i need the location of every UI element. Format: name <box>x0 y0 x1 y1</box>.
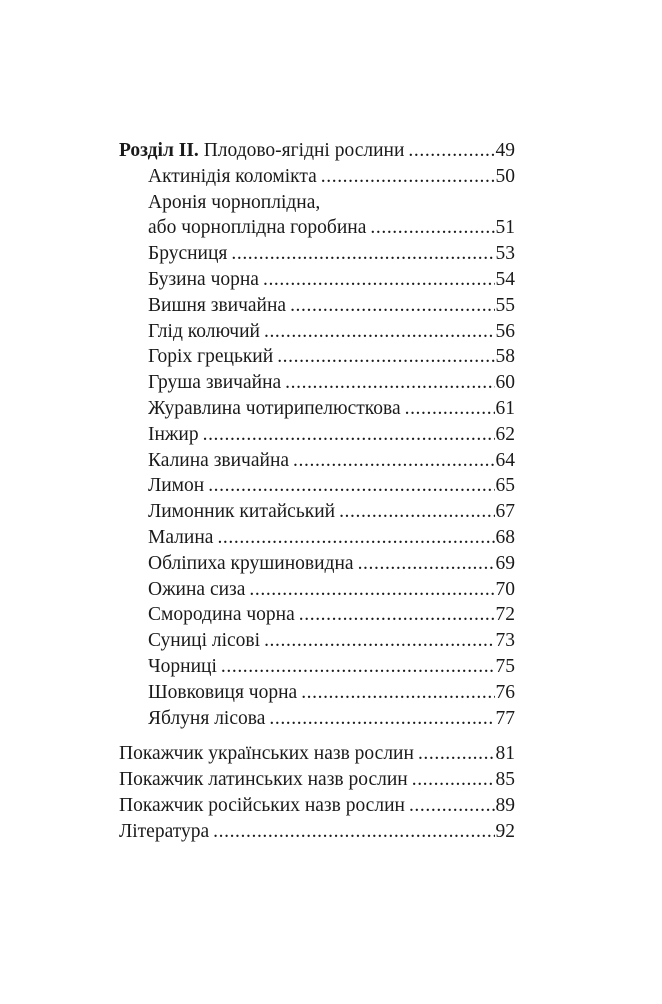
entry-page-number: 58 <box>495 346 515 368</box>
toc-entry <box>119 241 515 267</box>
dot-leader <box>249 577 494 603</box>
entry-title: Брусниця <box>148 243 228 265</box>
section-page-number: 49 <box>495 140 515 161</box>
toc-entry <box>119 190 515 216</box>
dot-leader <box>301 680 494 706</box>
toc-entry <box>119 602 515 628</box>
toc-appendix-row <box>119 819 515 845</box>
appendix-title: Література <box>119 820 210 842</box>
entry-page-number: 60 <box>495 372 515 394</box>
entry-title: Калина звичайна <box>148 449 290 471</box>
dot-leader <box>277 344 494 370</box>
toc-entry <box>119 628 515 654</box>
entry-page-number: 54 <box>495 268 515 290</box>
entry-page-number: 56 <box>495 320 515 342</box>
toc-entry <box>119 396 515 422</box>
toc-entry <box>119 293 515 319</box>
entry-page-number: 75 <box>495 655 515 677</box>
toc-appendix-row <box>119 741 515 767</box>
dot-leader <box>408 138 494 164</box>
toc-appendix-row <box>119 793 515 819</box>
entry-title: Актинідія коломікта <box>148 165 317 187</box>
entry-title: Лимон <box>148 475 205 497</box>
dot-leader <box>217 525 494 551</box>
section-spacer <box>119 731 515 741</box>
dot-leader <box>370 215 494 241</box>
dot-leader <box>221 654 495 680</box>
toc-entry <box>119 680 515 706</box>
dot-leader <box>412 767 495 793</box>
toc-entry <box>119 473 515 499</box>
entry-title: Чорниці <box>148 655 217 677</box>
dot-leader <box>358 551 495 577</box>
toc-section-row <box>119 138 515 164</box>
dot-leader <box>293 448 494 474</box>
dot-leader <box>418 741 495 767</box>
entry-title: Шовковиця чорна <box>148 681 298 703</box>
entry-title: або чорноплідна горобина <box>148 217 367 239</box>
toc-entry <box>119 654 515 680</box>
appendix-page-number: 89 <box>495 794 515 816</box>
toc-entry <box>119 706 515 732</box>
entry-title: Ожина сиза <box>148 578 246 600</box>
entry-title: Груша звичайна <box>148 372 282 394</box>
toc-entry <box>119 499 515 525</box>
entry-page-number: 64 <box>495 449 515 471</box>
entry-page-number: 53 <box>495 243 515 265</box>
toc-entry <box>119 215 515 241</box>
entry-title: Вишня звичайна <box>148 294 287 316</box>
toc-entry <box>119 370 515 396</box>
dot-leader <box>299 602 495 628</box>
dot-leader <box>269 706 494 732</box>
entry-page-number: 68 <box>495 526 515 548</box>
toc-entry <box>119 319 515 345</box>
section-label: Розділ II. <box>119 140 199 161</box>
entry-page-number: 62 <box>495 423 515 445</box>
dot-leader <box>264 319 495 345</box>
dot-leader <box>263 267 495 293</box>
toc-entry <box>119 164 515 190</box>
dot-leader <box>208 473 494 499</box>
toc-entry <box>119 344 515 370</box>
entry-title: Інжир <box>148 423 199 445</box>
dot-leader <box>409 793 495 819</box>
dot-leader <box>321 164 495 190</box>
dot-leader <box>285 370 494 396</box>
entry-page-number: 70 <box>495 578 515 600</box>
entry-page-number: 61 <box>495 397 515 419</box>
dot-leader <box>405 396 495 422</box>
toc-entry <box>119 422 515 448</box>
dot-leader <box>231 241 494 267</box>
entry-title: Горіх грецький <box>148 346 274 368</box>
entry-title: Глід колючий <box>148 320 260 342</box>
entry-title: Журавлина чотирипелюсткова <box>148 397 401 419</box>
entry-page-number: 73 <box>495 630 515 652</box>
entry-page-number: 50 <box>495 165 515 187</box>
entry-page-number: 69 <box>495 552 515 574</box>
entry-page-number: 51 <box>495 217 515 239</box>
entry-page-number: 65 <box>495 475 515 497</box>
dot-leader <box>290 293 494 319</box>
toc-entry <box>119 577 515 603</box>
dot-leader <box>203 422 495 448</box>
entry-title: Малина <box>148 526 214 548</box>
entry-page-number: 72 <box>495 604 515 626</box>
appendix-page-number: 85 <box>495 769 515 791</box>
entry-title: Лимонник китайський <box>148 501 336 523</box>
entry-title: Обліпиха крушиновидна <box>148 552 354 574</box>
toc-entry <box>119 525 515 551</box>
entry-page-number: 55 <box>495 294 515 316</box>
section-title: Плодово-ягідні рослини <box>203 140 405 161</box>
appendix-page-number: 81 <box>495 743 515 765</box>
toc-entry <box>119 448 515 474</box>
toc-entry <box>119 551 515 577</box>
section-heading <box>119 138 404 164</box>
entry-title: Суниці лісові <box>148 630 261 652</box>
entry-title: Аронія чорноплідна, <box>148 191 321 213</box>
dot-leader <box>339 499 494 525</box>
appendix-title: Покажчик російських назв рослин <box>119 794 405 816</box>
entry-page-number: 77 <box>495 707 515 729</box>
entry-page-number: 76 <box>495 681 515 703</box>
dot-leader <box>213 819 494 845</box>
toc-appendix-row <box>119 767 515 793</box>
appendix-page-number: 92 <box>495 820 515 842</box>
entry-title: Бузина чорна <box>148 268 259 290</box>
toc-entry <box>119 267 515 293</box>
appendix-title: Покажчик українських назв рослин <box>119 743 414 765</box>
entry-page-number: 67 <box>495 501 515 523</box>
entry-title: Яблуня лісова <box>148 707 266 729</box>
dot-leader <box>264 628 494 654</box>
appendix-title: Покажчик латинських назв рослин <box>119 769 408 791</box>
entry-title: Смородина чорна <box>148 604 295 626</box>
table-of-contents <box>119 138 515 845</box>
